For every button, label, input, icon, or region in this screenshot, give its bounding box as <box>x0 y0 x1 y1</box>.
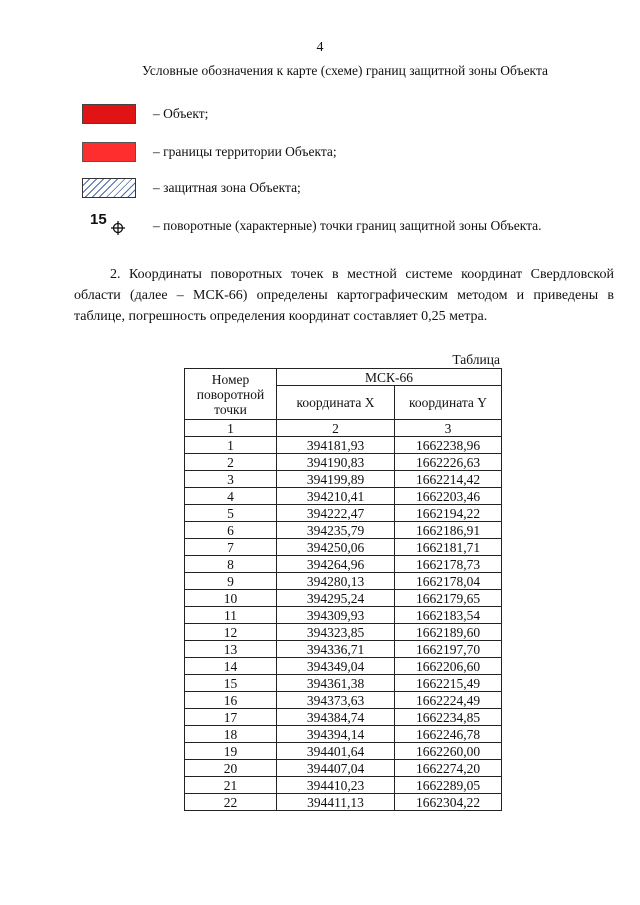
coord-x-cell: 394264,96 <box>277 556 395 573</box>
point-number-cell: 18 <box>185 726 277 743</box>
point-number-cell: 21 <box>185 777 277 794</box>
header-point-number: Номер поворотной точки <box>185 369 277 420</box>
table-row <box>185 658 502 675</box>
point-number-cell: 14 <box>185 658 277 675</box>
column-number-cell: 3 <box>395 420 502 437</box>
table-row <box>185 454 502 471</box>
table-row <box>185 488 502 505</box>
coord-x-cell: 394210,41 <box>277 488 395 505</box>
table-row <box>185 777 502 794</box>
coord-y-cell: 1662197,70 <box>395 641 502 658</box>
coord-y-cell: 1662181,71 <box>395 539 502 556</box>
coord-y-cell: 1662179,65 <box>395 590 502 607</box>
table-row <box>185 794 502 811</box>
point-number-cell: 20 <box>185 760 277 777</box>
coord-x-cell: 394199,89 <box>277 471 395 488</box>
coord-x-cell: 394222,47 <box>277 505 395 522</box>
point-number-cell: 15 <box>185 675 277 692</box>
coord-x-cell: 394280,13 <box>277 573 395 590</box>
point-number-cell: 13 <box>185 641 277 658</box>
coord-y-cell: 1662178,04 <box>395 573 502 590</box>
boundary-swatch <box>82 142 136 162</box>
header-coord-y: координата Y <box>395 386 502 420</box>
table-row <box>185 624 502 641</box>
coord-x-cell: 394373,63 <box>277 692 395 709</box>
header-coord-x: координата X <box>277 386 395 420</box>
point-marker-icon <box>82 213 136 239</box>
point-number-cell: 19 <box>185 743 277 760</box>
coordinates-table <box>184 368 502 811</box>
coord-y-cell: 1662289,05 <box>395 777 502 794</box>
coord-x-cell: 394349,04 <box>277 658 395 675</box>
hatch-swatch <box>82 178 136 198</box>
point-number-cell: 8 <box>185 556 277 573</box>
table-row <box>185 743 502 760</box>
column-number-cell: 1 <box>185 420 277 437</box>
table-row <box>185 505 502 522</box>
point-number-cell: 10 <box>185 590 277 607</box>
coord-y-cell: 1662214,42 <box>395 471 502 488</box>
page-number: 4 <box>316 40 324 55</box>
table-row <box>185 437 502 454</box>
coord-y-cell: 1662260,00 <box>395 743 502 760</box>
coord-x-cell: 394410,23 <box>277 777 395 794</box>
coord-y-cell: 1662186,91 <box>395 522 502 539</box>
point-number-cell: 9 <box>185 573 277 590</box>
legend-label: – защитная зона Объекта; <box>153 180 301 195</box>
table-row <box>185 692 502 709</box>
table-row <box>185 607 502 624</box>
object-swatch <box>82 104 136 124</box>
table-row <box>185 675 502 692</box>
header-mck66: МСК-66 <box>277 369 502 386</box>
coord-y-cell: 1662238,96 <box>395 437 502 454</box>
coord-x-cell: 394336,71 <box>277 641 395 658</box>
legend-label: – границы территории Объекта; <box>153 144 337 159</box>
point-number-cell: 1 <box>185 437 277 454</box>
coord-y-cell: 1662215,49 <box>395 675 502 692</box>
coordinates-paragraph: 2. Координаты поворотных точек в местной системе координат Свердловской области (далее – МСК-66) определены картографическим методом и приведены в таблице, погрешность определения координат составляет 0,25 метра. <box>74 267 614 324</box>
coord-x-cell: 394323,85 <box>277 624 395 641</box>
table-row <box>185 539 502 556</box>
marker-number: 15 <box>90 211 107 228</box>
coord-y-cell: 1662246,78 <box>395 726 502 743</box>
point-number-cell: 12 <box>185 624 277 641</box>
table-row <box>185 709 502 726</box>
point-number-cell: 6 <box>185 522 277 539</box>
table-row <box>185 573 502 590</box>
coord-x-cell: 394250,06 <box>277 539 395 556</box>
coord-x-cell: 394309,93 <box>277 607 395 624</box>
legend-item-protection-zone <box>82 177 301 199</box>
legend-item-object <box>82 103 208 125</box>
crosshair-icon <box>111 221 125 235</box>
table-row <box>185 522 502 539</box>
legend-label: – Объект; <box>153 106 209 121</box>
column-number-cell: 2 <box>277 420 395 437</box>
coord-y-cell: 1662183,54 <box>395 607 502 624</box>
point-number-cell: 16 <box>185 692 277 709</box>
table-row <box>185 760 502 777</box>
point-number-cell: 22 <box>185 794 277 811</box>
coord-y-cell: 1662304,22 <box>395 794 502 811</box>
coord-x-cell: 394235,79 <box>277 522 395 539</box>
coord-y-cell: 1662226,63 <box>395 454 502 471</box>
table-row <box>185 726 502 743</box>
point-number-cell: 17 <box>185 709 277 726</box>
point-number-cell: 7 <box>185 539 277 556</box>
table-row <box>185 471 502 488</box>
coord-x-cell: 394401,64 <box>277 743 395 760</box>
coord-x-cell: 394181,93 <box>277 437 395 454</box>
coord-x-cell: 394394,14 <box>277 726 395 743</box>
table-row <box>185 590 502 607</box>
point-number-cell: 5 <box>185 505 277 522</box>
coord-x-cell: 394361,38 <box>277 675 395 692</box>
table-caption: Таблица <box>452 352 500 367</box>
coord-y-cell: 1662194,22 <box>395 505 502 522</box>
coord-x-cell: 394407,04 <box>277 760 395 777</box>
coord-y-cell: 1662274,20 <box>395 760 502 777</box>
point-number-cell: 11 <box>185 607 277 624</box>
legend-item-turning-points <box>82 211 542 237</box>
table-row <box>185 641 502 658</box>
coord-y-cell: 1662206,60 <box>395 658 502 675</box>
coord-x-cell: 394190,83 <box>277 454 395 471</box>
coord-y-cell: 1662234,85 <box>395 709 502 726</box>
coord-y-cell: 1662224,49 <box>395 692 502 709</box>
point-number-cell: 3 <box>185 471 277 488</box>
point-number-cell: 2 <box>185 454 277 471</box>
point-number-cell: 4 <box>185 488 277 505</box>
coord-y-cell: 1662189,60 <box>395 624 502 641</box>
column-number-row <box>185 420 502 437</box>
coord-y-cell: 1662178,73 <box>395 556 502 573</box>
coord-x-cell: 394384,74 <box>277 709 395 726</box>
table-row <box>185 556 502 573</box>
legend-title: Условные обозначения к карте (схеме) границ защитной зоны Объекта <box>142 63 548 78</box>
coord-x-cell: 394411,13 <box>277 794 395 811</box>
coord-y-cell: 1662203,46 <box>395 488 502 505</box>
table-body <box>185 420 502 811</box>
legend-item-boundary <box>82 141 337 163</box>
legend-label: – поворотные (характерные) точки границ защитной зоны Объекта. <box>153 218 542 233</box>
coord-x-cell: 394295,24 <box>277 590 395 607</box>
